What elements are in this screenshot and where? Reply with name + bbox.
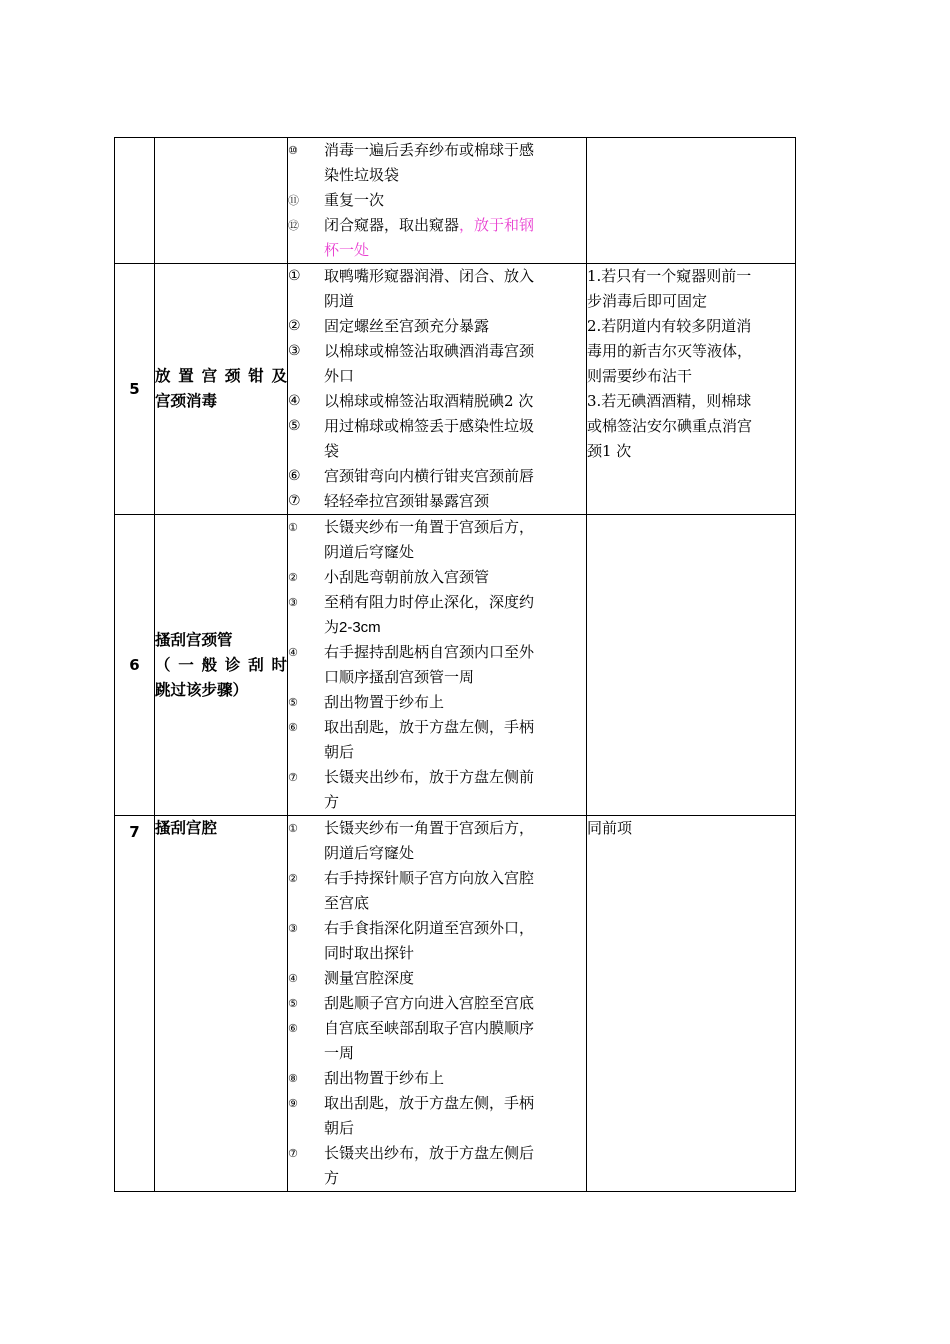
list-item (288, 515, 586, 565)
list-item (288, 464, 586, 489)
note-line: 2.若阴道内有较多阴道消 (587, 317, 752, 335)
notes-cell (587, 816, 796, 1192)
step-marker: ① (288, 521, 298, 534)
step-number-cell: 6 (115, 515, 155, 816)
step-text-line: 袋 (324, 442, 340, 460)
step-text-line: 方 (324, 1169, 340, 1187)
step-title-cell (155, 515, 288, 816)
step-marker: ④ (288, 646, 298, 659)
step-text-line: 阴道后穹窿处 (324, 844, 415, 862)
step-marker: ① (288, 268, 301, 284)
list-item (288, 565, 586, 590)
step-title-cell (155, 138, 288, 264)
list-item (288, 213, 586, 263)
step-text-line: 取出刮匙，放于方盘左侧，手柄 (324, 1094, 535, 1112)
step-list-cell (288, 138, 587, 264)
list-item (288, 138, 586, 188)
step-text-line: 刮匙顺子宫方向进入宫腔至宫底 (324, 994, 535, 1012)
step-text-line: 至稍有阻力时停止深化，深度约 (324, 593, 535, 611)
table-row (115, 264, 796, 515)
list-item (288, 966, 586, 991)
step-marker: ② (288, 872, 298, 885)
step-text-line: 外口 (324, 367, 355, 385)
step-number-cell: 5 (115, 264, 155, 515)
step-text-line: 一周 (324, 1044, 355, 1062)
step-title-cell (155, 816, 288, 1192)
step-text-line: 重复一次 (324, 191, 385, 209)
step-text-line: 小刮匙弯朝前放入宫颈管 (324, 568, 490, 586)
step-list-cell (288, 515, 587, 816)
list-item (288, 389, 586, 414)
list-item (288, 264, 586, 314)
step-list-cell (288, 264, 587, 515)
step-title-line: 搔刮宫腔 (155, 819, 218, 837)
step-marker: ⑫ (288, 219, 299, 232)
step-marker: ⑦ (288, 493, 301, 509)
step-marker: ⑤ (288, 696, 298, 709)
step-text-line: 为2-3cm (324, 619, 381, 636)
note-line: 1.若只有一个窥器则前一 (587, 267, 752, 285)
list-item (288, 1141, 586, 1191)
step-marker: ② (288, 318, 301, 334)
list-item (288, 866, 586, 916)
step-text-line: 右手持探针顺子宫方向放入宫腔 (324, 869, 535, 887)
step-marker: ② (288, 571, 298, 584)
list-item (288, 690, 586, 715)
step-marker: ③ (288, 343, 301, 359)
highlighted-text: ，放于和钢 (459, 216, 535, 234)
list-item (288, 489, 586, 514)
step-marker: ⑥ (288, 721, 298, 734)
notes-cell (587, 138, 796, 264)
step-text-line: 轻轻牵拉宫颈钳暴露宫颈 (324, 492, 490, 510)
step-marker: ⑧ (288, 1072, 298, 1085)
step-number-cell: 7 (115, 816, 155, 1192)
table-row (115, 816, 796, 1192)
note-line: 或棉签沾安尔碘重点消宫 (587, 417, 753, 435)
step-text-line: 口顺序搔刮宫颈管一周 (324, 668, 475, 686)
step-text-line: 固定螺丝至宫颈充分暴露 (324, 317, 490, 335)
step-text-line: 自宫底至峡部刮取子宫内膜顺序 (324, 1019, 535, 1037)
step-text-line: 阴道后穹窿处 (324, 543, 415, 561)
step-title-cell (155, 264, 288, 515)
step-text-line: 取出刮匙，放于方盘左侧，手柄 (324, 718, 535, 736)
step-text-line: 同时取出探针 (324, 944, 415, 962)
list-item (288, 991, 586, 1016)
step-marker: ④ (288, 393, 301, 409)
step-marker: ⑨ (288, 1097, 298, 1110)
step-marker: ① (288, 822, 298, 835)
step-marker: ⑥ (288, 468, 301, 484)
list-item (288, 314, 586, 339)
step-text-line: 长镊夹出纱布，放于方盘左侧前 (324, 768, 535, 786)
step-marker: ③ (288, 922, 298, 935)
step-text-line: 用过棉球或棉签丢于感染性垃圾 (324, 417, 535, 435)
step-marker: ④ (288, 972, 298, 985)
step-text-line: 消毒一遍后丢弃纱布或棉球于感 (324, 141, 535, 159)
step-text-line: 至宫底 (324, 894, 370, 912)
list-item (288, 1066, 586, 1091)
step-text-line: 闭合窥器，取出窥器 (324, 216, 460, 234)
step-text-line: 刮出物置于纱布上 (324, 1069, 445, 1087)
step-text-line: 方 (324, 793, 340, 811)
note-line: 3.若无碘酒酒精，则棉球 (587, 392, 752, 410)
note-line: 颈1 次 (587, 442, 632, 460)
step-text-line: 测量宫腔深度 (324, 969, 415, 987)
note-line: 同前项 (587, 819, 633, 837)
step-text-line: 右手握持刮匙柄自宫颈内口至外 (324, 643, 535, 661)
step-text-line: 宫颈钳弯向内横行钳夹宫颈前唇 (324, 467, 535, 485)
notes-cell (587, 515, 796, 816)
step-text-line: 朝后 (324, 1119, 355, 1137)
step-text-line: 以棉球或棉签沾取酒精脱碘2 次 (324, 392, 534, 410)
step-text-line: 取鸭嘴形窥器润滑、闭合、放入 (324, 267, 535, 285)
step-text-line: 刮出物置于纱布上 (324, 693, 445, 711)
list-item (288, 916, 586, 966)
list-item (288, 188, 586, 213)
step-marker: ⑦ (288, 1147, 298, 1160)
highlighted-text: 杯一处 (324, 241, 370, 259)
step-text-line: 朝后 (324, 743, 355, 761)
step-list-cell (288, 816, 587, 1192)
step-marker: ⑤ (288, 997, 298, 1010)
table-row (115, 515, 796, 816)
list-item (288, 1016, 586, 1066)
step-title-line: 宫颈消毒 (155, 392, 218, 410)
step-text-line: 右手食指深化阴道至宫颈外口， (324, 919, 535, 937)
table-row (115, 138, 796, 264)
step-text-line: 长镊夹纱布一角置于宫颈后方， (324, 518, 535, 536)
notes-cell (587, 264, 796, 515)
list-item (288, 414, 586, 464)
note-line: 步消毒后即可固定 (587, 292, 708, 310)
list-item (288, 339, 586, 389)
list-item (288, 590, 586, 640)
note-line: 则需要纱布沾干 (587, 367, 693, 385)
step-number-cell (115, 138, 155, 264)
step-title-line: 放置宫颈钳及 (155, 367, 287, 385)
step-text-line: 长镊夹纱布一角置于宫颈后方， (324, 819, 535, 837)
step-marker: ⑥ (288, 1022, 298, 1035)
procedure-table (114, 137, 796, 1192)
step-marker: ⑪ (288, 194, 299, 207)
list-item (288, 640, 586, 690)
list-item (288, 816, 586, 866)
step-text-line: 长镊夹出纱布，放于方盘左侧后 (324, 1144, 535, 1162)
step-text-line: 染性垃圾袋 (324, 166, 400, 184)
step-marker: ③ (288, 596, 298, 609)
step-marker: ⑩ (288, 144, 298, 157)
list-item (288, 765, 586, 815)
step-text-line: 以棉球或棉签沾取碘酒消毒宫颈 (324, 342, 535, 360)
step-title-line: （一般诊刮时 (155, 655, 287, 674)
note-line: 毒用的新吉尔灭等液体， (587, 342, 753, 360)
list-item (288, 1091, 586, 1141)
step-title-line: 搔刮宫颈管 (155, 630, 233, 649)
step-marker: ⑤ (288, 418, 301, 434)
list-item (288, 715, 586, 765)
step-text-line: 阴道 (324, 292, 355, 310)
step-marker: ⑦ (288, 771, 298, 784)
step-title-line: 跳过该步骤） (155, 680, 249, 699)
